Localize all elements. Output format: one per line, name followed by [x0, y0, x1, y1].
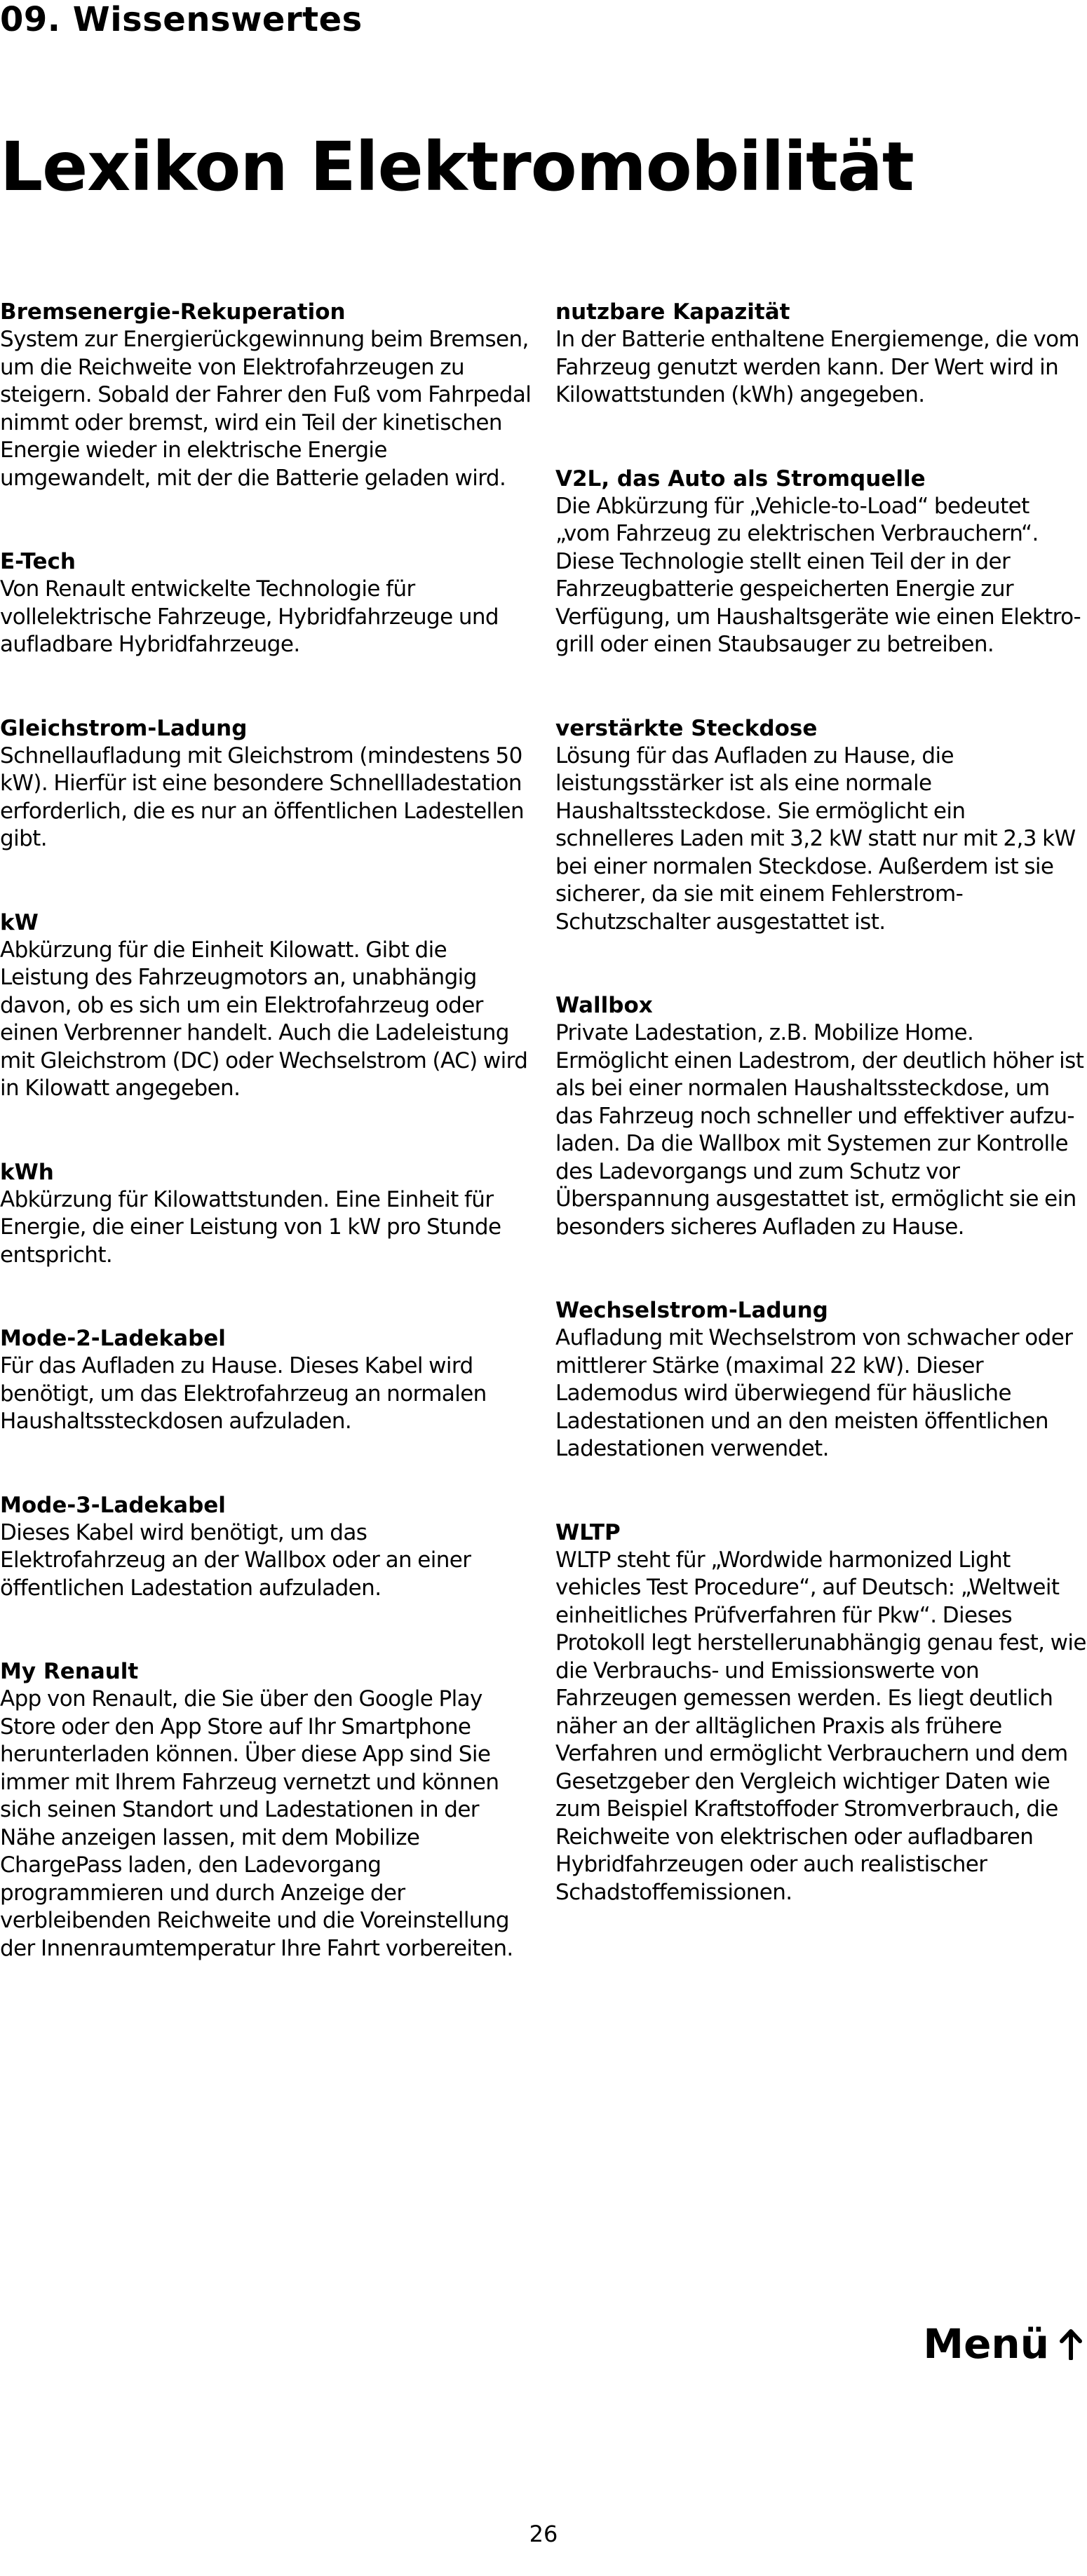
glossary-term: Wechselstrom-Ladung	[555, 1298, 828, 1323]
glossary-term: nutzbare Kapazität	[555, 299, 790, 325]
menu-label: Menü	[923, 2320, 1049, 2368]
page-title: Lexikon Elektromobilität	[0, 128, 914, 206]
glossary-entry	[555, 466, 1087, 659]
glossary-definition: WLTP steht für „Wordwide harmonized Light vehicles Test Procedure“, auf Deutsch: „Weltweit einheitliches Prüfverfahren für Pkw“. Dieses Protokoll legt herstellerunabhängig genau fest, wie die Verbrauchs- und Emissionswerte von Fahrzeugen gemessen werden. Es liegt deutlich näher an der alltäglichen Praxis als frühere Verfahren und ermöglicht Verbrauchern und dem Gesetzgeber den Vergleich wichtiger Daten wie zum Beispiel Kraftstoffoder Stromverbrauch, die Reichweite von elektrischen oder aufladbaren Hybridfahrzeugen oder auch realistischer Schadstoffemissionen.	[555, 1547, 1086, 1905]
glossary-entry	[0, 1159, 533, 1270]
glossary-term: E-Tech	[0, 549, 76, 574]
glossary-term: My Renault	[0, 1659, 139, 1684]
section-header: 09. Wissenswertes	[0, 0, 363, 39]
glossary-entry	[0, 1492, 533, 1603]
arrow-up-icon	[1059, 2328, 1083, 2360]
glossary-entry	[555, 1519, 1087, 1907]
page-number: 26	[529, 2521, 558, 2547]
glossary-entry	[555, 299, 1087, 409]
glossary-entry	[555, 1297, 1087, 1463]
glossary-term: kW	[0, 909, 39, 935]
glossary-entry	[555, 715, 1087, 937]
glossary-definition: Abkürzung für die Einheit Kilowatt. Gibt die Leistung des Fahrzeugmotors an, unabhängig davon, ob es sich um ein Elektrofahrzeug oder einen Verbrenner handelt. Auch die Ladeleistung mit Gleichstrom (DC) oder Wechselstrom (AC) wird in Kilowatt angegeben.	[0, 937, 528, 1101]
glossary-entry	[0, 1325, 533, 1436]
glossary-definition: Private Ladestation, z.B. Mobilize Home. Ermöglicht einen Ladestrom, der deutlich höher ist als bei einer normalen Haushaltssteckdose, um das Fahrzeug noch schneller und effektiver aufzuladen. Da die Wallbox mit Systemen zur Kontrolle des Ladevorgangs und zum Schutz vor Überspannung ausgestattet ist, ermöglicht sie ein besonders sicheres Aufladen zu Hause.	[555, 1020, 1084, 1240]
glossary-entry	[555, 992, 1087, 1241]
glossary-entry	[0, 299, 533, 492]
glossary-definition: Aufladung mit Wechselstrom von schwacher oder mittlerer Stärke (maximal 22 kW). Dieser Lademodus wird überwiegend für häusliche Ladestationen und an den meisten öffentlichen Ladestationen verwendet.	[555, 1325, 1073, 1461]
glossary-definition: Für das Aufladen zu Hause. Dieses Kabel wird benötigt, um das Elektrofahrzeug an normalen Haushaltssteckdosen aufzuladen.	[0, 1353, 487, 1434]
glossary-definition: In der Batterie enthaltene Energiemenge, die vom Fahrzeug genutzt werden kann. Der Wert wird in Kilowattstunden (kWh) angegeben.	[555, 327, 1080, 407]
glossary-entry	[0, 1658, 533, 1962]
menu-link[interactable]	[923, 2319, 1083, 2368]
glossary-column-right	[555, 299, 1087, 1962]
glossary-term: V2L, das Auto als Stromquelle	[555, 466, 926, 492]
glossary-definition: System zur Energierückgewinnung beim Bremsen, um die Reichweite von Elektrofahrzeugen zu steigern. Sobald der Fahrer den Fuß vom Fahrpedal nimmt oder bremst, wird ein Teil der kinetischen Energie wieder in elektrische Energie umgewandelt, mit der die Batterie geladen wird.	[0, 327, 532, 491]
glossary-entry	[0, 548, 533, 659]
glossary-column-left	[0, 299, 533, 2019]
glossary-term: Mode-3-Ladekabel	[0, 1492, 226, 1518]
glossary-entry	[0, 715, 533, 853]
glossary-term: verstärkte Steckdose	[555, 715, 818, 741]
glossary-definition: Dieses Kabel wird benötigt, um das Elektrofahrzeug an der Wallbox oder an einer öffentlichen Ladestation aufzuladen.	[0, 1519, 471, 1601]
glossary-definition: Die Abkürzung für „Vehicle-to-Load“ bedeutet „vom Fahrzeug zu elektrischen Verbrauchern“. Diese Technologie stellt einen Teil der in der Fahrzeugbatterie gespeicherten Energie zur Verfügung, um Haushaltsgeräte wie einen Elektrogrill oder einen Staubsauger zu betreiben.	[555, 493, 1081, 657]
glossary-term: Bremsenergie-Rekuperation	[0, 299, 346, 325]
glossary-term: Mode-2-Ladekabel	[0, 1326, 226, 1351]
glossary-entry	[0, 909, 533, 1103]
glossary-term: Gleichstrom-Ladung	[0, 715, 248, 741]
glossary-term: kWh	[0, 1159, 54, 1185]
glossary-definition: App von Renault, die Sie über den Google Play Store oder den App Store auf Ihr Smartphone herunterladen können. Über diese App sind Sie immer mit Ihrem Fahrzeug vernetzt und können sich seinen Standort und Ladestationen in der Nähe anzeigen lassen, mit dem Mobilize ChargePass laden, den Ladevorgang programmieren und durch Anzeige der verbleibenden Reichweite und die Voreinstellung der Innenraumtemperatur Ihre Fahrt vorbereiten.	[0, 1686, 513, 1961]
glossary-term: WLTP	[555, 1519, 621, 1545]
glossary-definition: Schnellaufladung mit Gleichstrom (mindestens 50 kW). Hierfür ist eine besondere Schnellladestation erforderlich, die es nur an öffentlichen Ladestellen gibt.	[0, 743, 525, 851]
glossary-definition: Lösung für das Aufladen zu Hause, die leistungsstärker ist als eine normale Haushaltssteckdose. Sie ermöglicht ein schnelleres Laden mit 3,2 kW statt nur mit 2,3 kW bei einer normalen Steckdose. Außerdem ist sie sicherer, da sie mit einem Fehlerstrom-Schutzschalter ausgestattet ist.	[555, 743, 1076, 935]
glossary-definition: Abkürzung für Kilowattstunden. Eine Einheit für Energie, die einer Leistung von 1 kW pro Stunde entspricht.	[0, 1186, 501, 1268]
glossary-definition: Von Renault entwickelte Technologie für vollelektrische Fahrzeuge, Hybridfahrzeuge und aufladbare Hybridfahrzeuge.	[0, 576, 499, 657]
glossary-term: Wallbox	[555, 993, 653, 1018]
